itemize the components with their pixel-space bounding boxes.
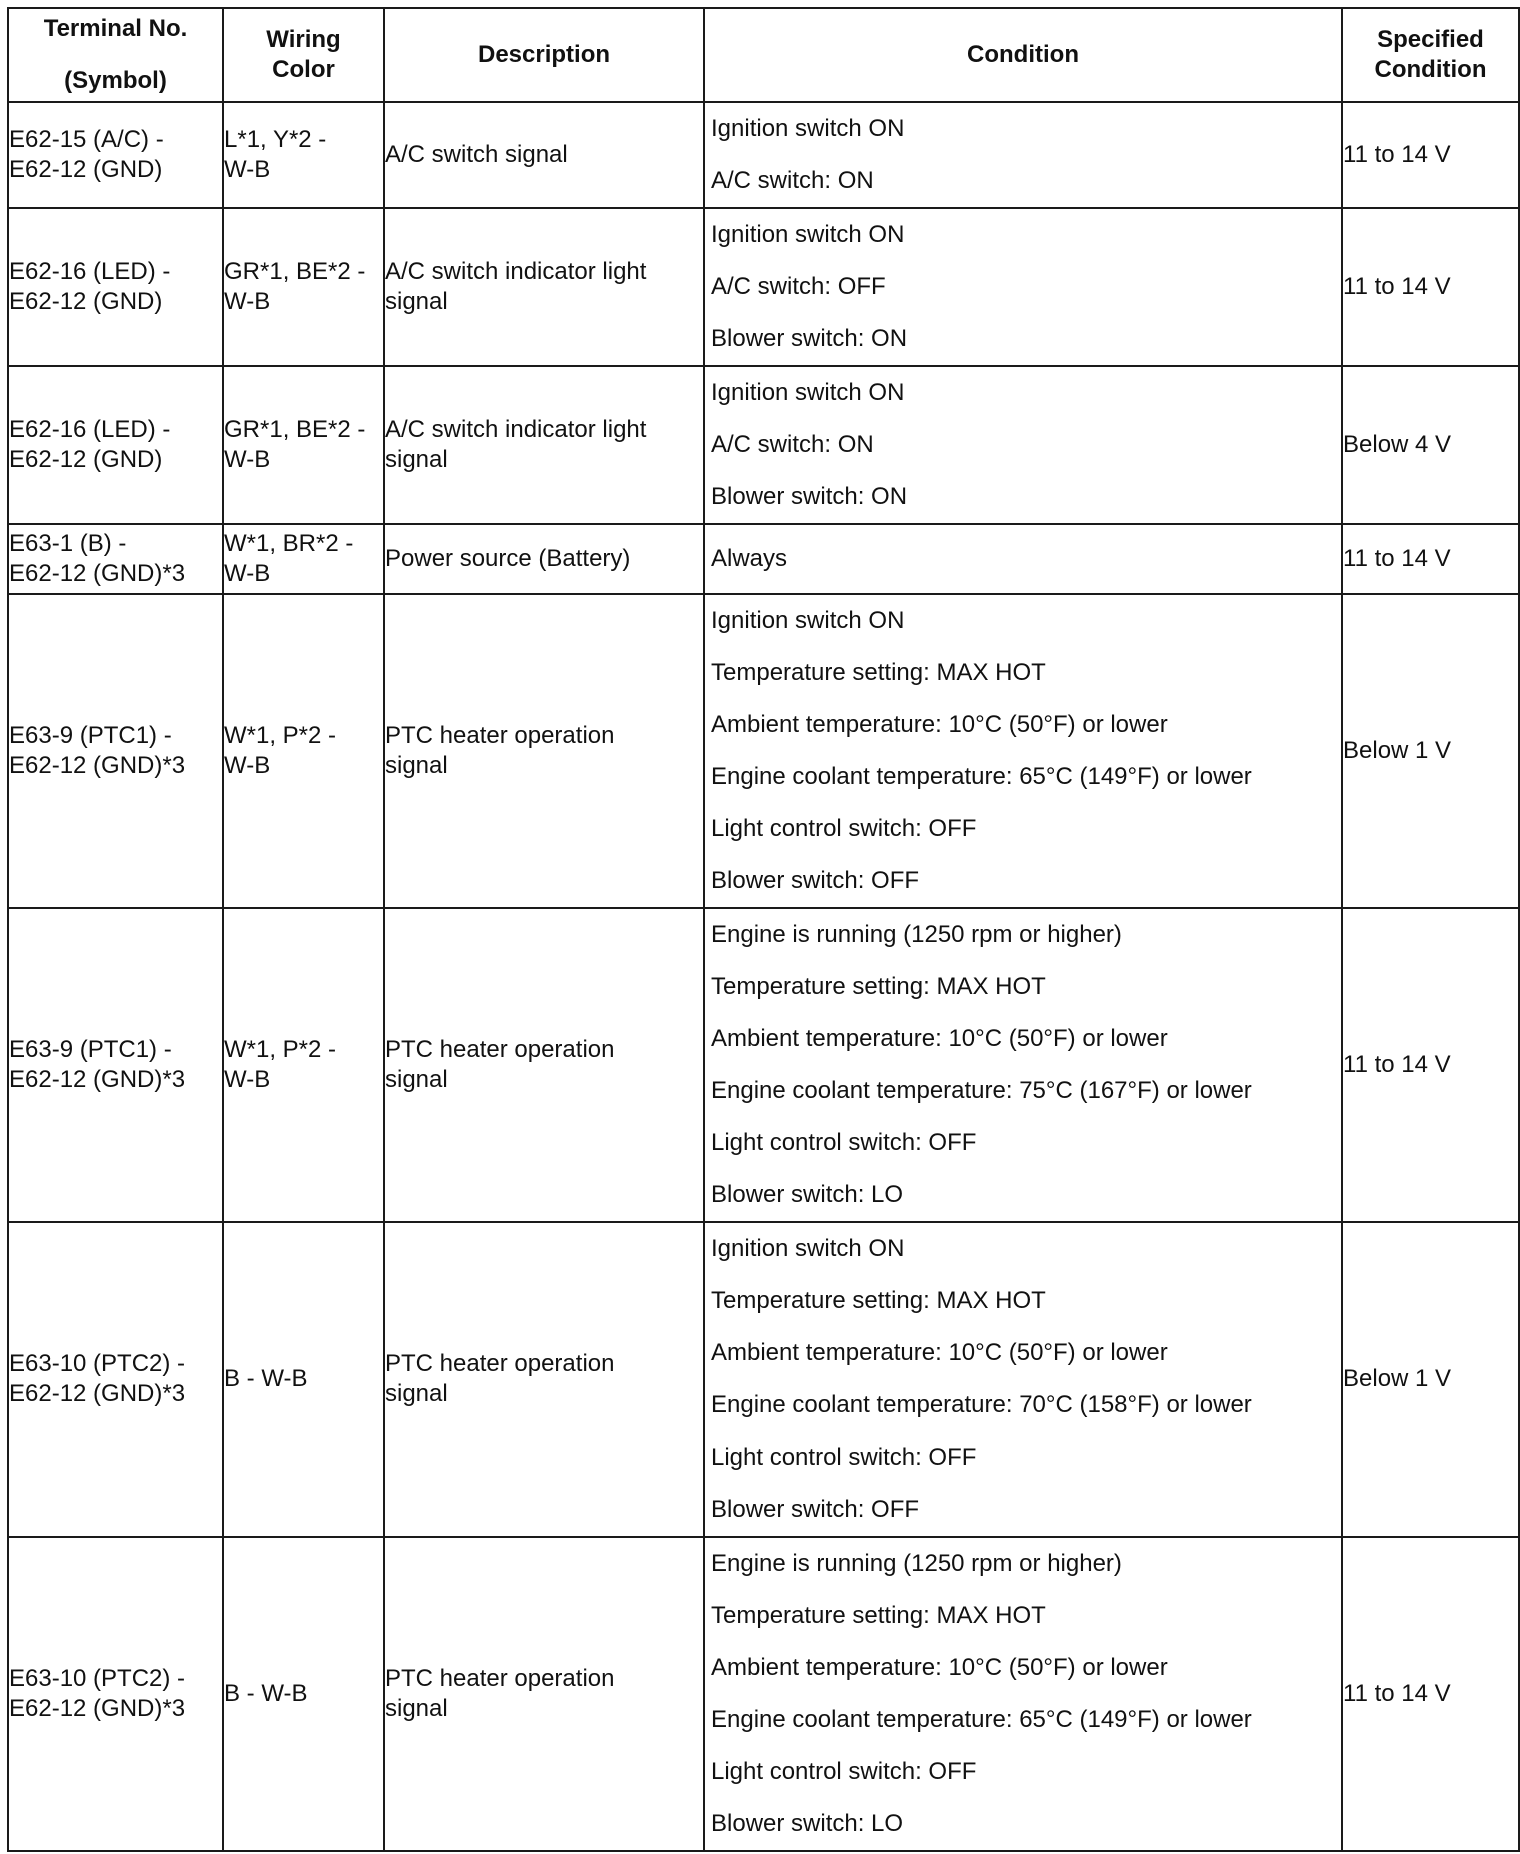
specified-condition-cell: Below 4 V [1342,366,1519,524]
wiring-line: GR*1, BE*2 - [224,258,366,286]
condition-line: Engine is running (1250 rpm or higher) [711,1549,1122,1577]
terminal-spec-sheet [7,7,1518,1852]
wiring-line: W-B [224,751,271,779]
wiring-color-cell [223,366,384,524]
condition-line: Ambient temperature: 10°C (50°F) or lower [711,1339,1168,1367]
condition-cell [704,524,1342,593]
condition-line: Temperature setting: MAX HOT [711,1601,1046,1629]
description-line: A/C switch signal [385,140,568,168]
condition-cell [704,908,1342,1222]
table-row [8,1222,1519,1536]
description-cell [384,908,704,1222]
terminal-line: E63-1 (B) - [9,530,127,557]
specified-condition-cell: Below 1 V [1342,594,1519,908]
terminal-line: E62-12 (GND)*3 [9,560,186,587]
condition-line: Ignition switch ON [711,114,905,142]
header-wiring-line1: Wiring [266,26,341,53]
terminal-cell [8,1222,223,1536]
condition-line: Temperature setting: MAX HOT [711,1287,1046,1315]
condition-cell [704,102,1342,208]
condition-line: Engine coolant temperature: 65°C (149°F) or lower [711,1705,1252,1733]
condition-line: Engine is running (1250 rpm or higher) [711,920,1122,948]
description-line: A/C switch indicator light [385,258,647,286]
terminal-line: E63-9 (PTC1) - [9,1036,172,1064]
description-line: A/C switch indicator light [385,416,647,444]
condition-cell [704,594,1342,908]
header-specified-line2: Condition [1374,56,1487,83]
terminal-cell [8,208,223,366]
wiring-color-cell [223,1222,384,1536]
terminal-cell [8,102,223,208]
wiring-line: W-B [224,560,271,587]
wiring-line: B - W-B [224,1365,308,1393]
condition-list [705,1223,1341,1535]
terminal-line: E63-9 (PTC1) - [9,721,172,749]
header-wiring-color [223,8,384,102]
terminal-line: E62-16 (LED) - [9,416,171,444]
terminal-spec-table [7,7,1520,1852]
condition-cell [704,208,1342,366]
table-row [8,524,1519,593]
header-terminal [8,8,223,102]
wiring-color-cell [223,908,384,1222]
terminal-line: E63-10 (PTC2) - [9,1350,186,1378]
condition-line: Ambient temperature: 10°C (50°F) or lower [711,1025,1168,1053]
description-line: signal [385,1694,448,1722]
description-line: Power source (Battery) [385,545,631,572]
condition-line: Engine coolant temperature: 65°C (149°F) or lower [711,762,1252,790]
condition-line: Ignition switch ON [711,1235,905,1263]
terminal-line: E62-12 (GND)*3 [9,751,186,779]
condition-line: Blower switch: OFF [711,866,920,894]
header-wiring-line2: Color [272,56,335,83]
condition-list [705,103,1341,207]
table-row [8,102,1519,208]
wiring-line: W*1, P*2 - [224,1036,337,1064]
wiring-line: W-B [224,1066,271,1094]
terminal-line: E63-10 (PTC2) - [9,1664,186,1692]
description-line: PTC heater operation [385,1036,615,1064]
header-description: Description [384,8,704,102]
wiring-line: W*1, BR*2 - [224,530,354,557]
description-line: PTC heater operation [385,721,615,749]
wiring-color-cell [223,102,384,208]
description-cell [384,1222,704,1536]
terminal-cell [8,366,223,524]
condition-line: Ignition switch ON [711,379,905,407]
description-cell [384,594,704,908]
condition-line: Ignition switch ON [711,606,905,634]
condition-line: Blower switch: LO [711,1181,904,1209]
condition-line: A/C switch: ON [711,166,874,194]
specified-condition-cell: Below 1 V [1342,1222,1519,1536]
description-cell [384,102,704,208]
terminal-line: E62-12 (GND) [9,446,163,474]
description-line: signal [385,446,448,474]
condition-line: Blower switch: ON [711,325,908,353]
description-cell [384,208,704,366]
terminal-cell [8,594,223,908]
condition-cell [704,1222,1342,1536]
wiring-color-cell [223,524,384,593]
condition-list [705,367,1341,523]
terminal-cell [8,908,223,1222]
terminal-line: E62-16 (LED) - [9,258,171,286]
wiring-line: W-B [224,446,271,474]
condition-line: Blower switch: ON [711,483,908,511]
specified-condition-cell: 11 to 14 V [1342,524,1519,593]
terminal-cell [8,524,223,593]
condition-line: Blower switch: OFF [711,1495,920,1523]
condition-list [705,909,1341,1221]
condition-list [705,525,1341,592]
wiring-line: B - W-B [224,1679,308,1707]
condition-line: Temperature setting: MAX HOT [711,658,1046,686]
wiring-line: W-B [224,155,271,183]
description-line: signal [385,1380,448,1408]
condition-list [705,595,1341,907]
wiring-line: W-B [224,288,271,316]
terminal-cell [8,1537,223,1851]
description-line: PTC heater operation [385,1664,615,1692]
wiring-color-cell [223,1537,384,1851]
header-terminal-line2: (Symbol) [64,67,167,94]
condition-line: A/C switch: ON [711,431,874,459]
header-row [8,8,1519,102]
wiring-color-cell [223,208,384,366]
table-row [8,908,1519,1222]
condition-list [705,209,1341,365]
condition-line: Light control switch: OFF [711,814,977,842]
terminal-line: E62-12 (GND)*3 [9,1380,186,1408]
condition-line: Engine coolant temperature: 75°C (167°F) or lower [711,1077,1252,1105]
header-condition: Condition [704,8,1342,102]
table-row [8,208,1519,366]
condition-line: Ambient temperature: 10°C (50°F) or lower [711,1653,1168,1681]
terminal-line: E62-12 (GND)*3 [9,1066,186,1094]
condition-line: Engine coolant temperature: 70°C (158°F) or lower [711,1391,1252,1419]
specified-condition-cell: 11 to 14 V [1342,1537,1519,1851]
condition-line: Ambient temperature: 10°C (50°F) or lower [711,710,1168,738]
description-line: PTC heater operation [385,1350,615,1378]
specified-condition-cell: 11 to 14 V [1342,102,1519,208]
wiring-color-cell [223,594,384,908]
terminal-line: E62-12 (GND) [9,288,163,316]
condition-cell [704,1537,1342,1851]
table-row [8,594,1519,908]
header-specified-line1: Specified [1377,26,1484,53]
wiring-line: W*1, P*2 - [224,721,337,749]
condition-line: Light control switch: OFF [711,1129,977,1157]
condition-line: Always [711,545,788,572]
table-row [8,1537,1519,1851]
condition-line: Light control switch: OFF [711,1443,977,1471]
condition-line: Ignition switch ON [711,220,905,248]
condition-line: Blower switch: LO [711,1809,904,1837]
description-cell [384,1537,704,1851]
terminal-line: E62-15 (A/C) - [9,125,164,153]
terminal-line: E62-12 (GND)*3 [9,1694,186,1722]
condition-list [705,1538,1341,1850]
specified-condition-cell: 11 to 14 V [1342,908,1519,1222]
description-cell [384,524,704,593]
description-cell [384,366,704,524]
condition-cell [704,366,1342,524]
header-specified-condition [1342,8,1519,102]
condition-line: Light control switch: OFF [711,1757,977,1785]
wiring-line: L*1, Y*2 - [224,125,327,153]
table-row [8,366,1519,524]
description-line: signal [385,288,448,316]
condition-line: A/C switch: OFF [711,273,886,301]
terminal-line: E62-12 (GND) [9,155,163,183]
header-terminal-line1: Terminal No. [43,15,188,42]
wiring-line: GR*1, BE*2 - [224,416,366,444]
specified-condition-cell: 11 to 14 V [1342,208,1519,366]
description-line: signal [385,1066,448,1094]
description-line: signal [385,751,448,779]
condition-line: Temperature setting: MAX HOT [711,973,1046,1000]
